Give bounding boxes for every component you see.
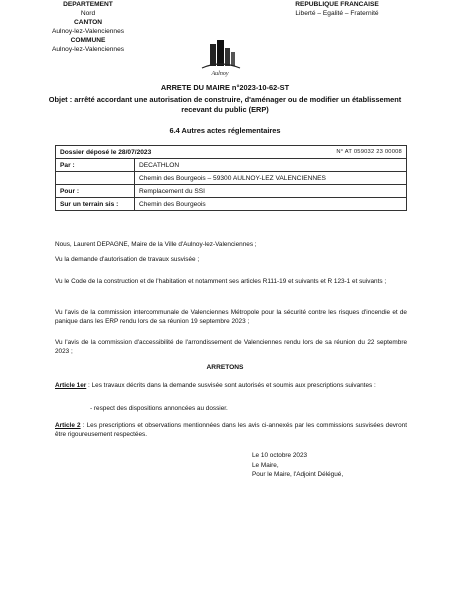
row-label [56,172,135,185]
row-label: Pour : [56,185,135,198]
paragraph-code: Vu le Code de la construction et de l'habitation et notamment ses articles R111-19 et suivants et R 123-1 et suivants ; [55,278,387,285]
paragraph-mayor: Nous, Laurent DEPAGNE, Maire de la Ville d'Aulnoy-lez-Valenciennes ; [55,241,257,248]
dept-label: DEPARTEMENT [63,1,113,8]
row-value: Chemin des Bourgeois – 59300 AULNOY-LEZ VALENCIENNES [135,172,407,185]
republic-motto: Liberté – Egalité – Fraternité [295,10,379,17]
dossier-label: Dossier déposé le 28/07/2023 [60,148,152,156]
dossier-stamp: N° AT 059032 23 00008 [336,148,402,155]
article-1 [55,381,407,390]
paragraph-request: Vu la demande d'autorisation de travaux susvisée ; [55,256,200,263]
dossier-cell [56,146,407,159]
row-value: Remplacement du SSI [135,185,407,198]
article-2-text: : Les prescriptions et observations mentionnées dans les avis ci-annexés par les commissions susvisées devront être rigoureusement respectées. [55,422,407,438]
canton-value: Aulnoy-lez-Valenciennes [51,28,125,35]
commune-value: Aulnoy-lez-Valenciennes [51,46,125,53]
signature-mayor: Le Maire, [252,461,279,469]
article-1-label: Article 1er [55,382,87,389]
signature-delegate: Pour le Maire, l'Adjoint Délégué, [252,471,344,478]
arretons-heading: ARRETONS [206,364,244,371]
signature-block [252,451,343,480]
table-row [56,198,407,211]
header-left [28,0,148,54]
paragraph-commission-access: Vu l'avis de la commission d'accessibilité de l'arrondissement de Valenciennes rendu lors de sa réunion du 22 septembre 2023 ; [55,339,407,355]
header-right [262,0,412,18]
row-value: Chemin des Bourgeois [135,198,407,211]
page-title: ARRETE DU MAIRE n°2023-10-62-ST [160,83,290,92]
objet-text: Objet : arrêté accordant une autorisation de construire, d'aménager ou de modifier un établissement recevant du public (ERP) [48,95,402,114]
town-hall-logo-icon [196,38,244,78]
canton-label: CANTON [73,19,103,26]
commune-label: COMMUNE [70,37,106,44]
article-1-indent: - respect des dispositions annoncées au dossier. [90,405,228,412]
table-row [56,172,407,185]
article-2-label: Article 2 [55,422,81,429]
dept-value: Nord [80,10,96,17]
article-1-text: : Les travaux décrits dans la demande susvisée sont autorisés et soumis aux prescriptions suivantes : [86,382,376,389]
row-label: Par : [56,159,135,172]
signature-date: Le 10 octobre 2023 [252,452,308,459]
category-text: 6.4 Autres actes réglementaires [169,126,281,135]
republic-label: REPUBLIQUE FRANCAISE [295,1,379,8]
row-label: Sur un terrain sis : [56,198,135,211]
paragraph-commission-security: Vu l'avis de la commission intercommunale de Valenciennes Métropole pour la sécurité contre les risques d'incendie et de panique dans les ERP rendu lors de sa réunion 19 septembre 2023 ; [55,309,407,325]
table-row [56,185,407,198]
dossier-table [55,145,407,211]
row-value: DECATHLON [135,159,407,172]
logo-text: Aulnoy [211,71,229,77]
table-row [56,159,407,172]
table-row [56,146,407,159]
article-2 [55,421,407,439]
